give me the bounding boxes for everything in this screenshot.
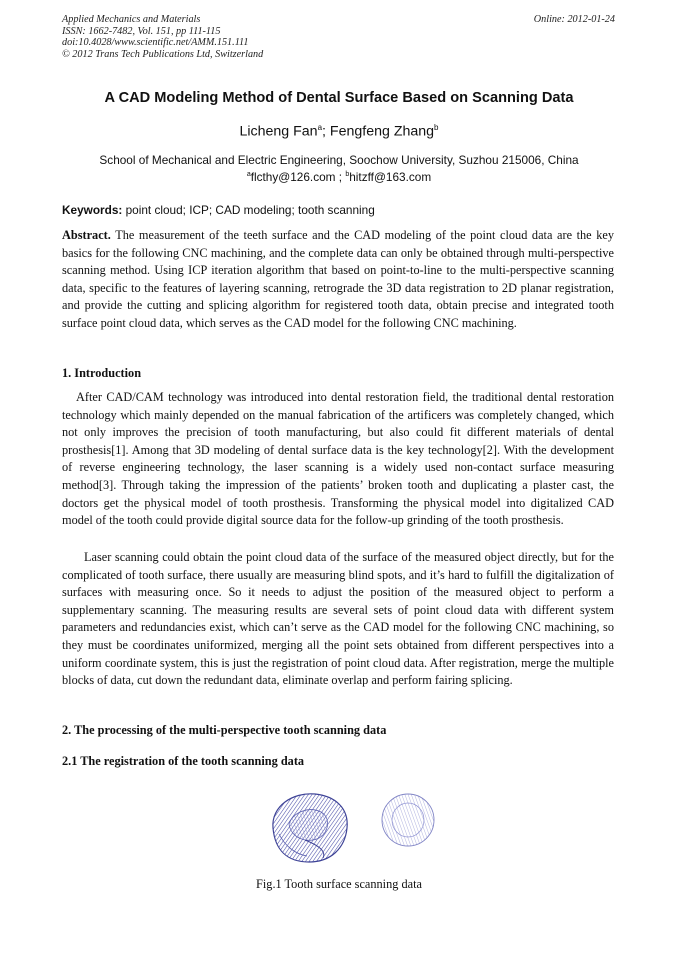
abstract <box>62 227 614 333</box>
authors <box>0 123 678 140</box>
section-2-heading: 2. The processing of the multi-perspective tooth scanning data <box>62 723 387 737</box>
abstract-label: Abstract. <box>62 228 111 242</box>
paper-title: A CAD Modeling Method of Dental Surface Based on Scanning Data <box>104 90 574 106</box>
author-separator: ; <box>322 123 330 140</box>
email-a: flcthy@126.com <box>250 170 336 184</box>
abstract-text: The measurement of the teeth surface and the CAD modeling of the point cloud data are the key basics for the following CNC machining, and the complete data can only be obtained through multi-perspective scanning method. Using ICP iteration algorithm that based on point-to-line to the multi-perspective scanning data, specific to the features of layering scanning, retrograde the 3D data registration to 2D planar registration, and provide the cutting and splicing algorithm for registered tooth data, obtain precise and integrated tooth surface point cloud data, which serves as the CAD model for the following CNC machining. <box>62 228 614 330</box>
keywords-label: Keywords: <box>62 203 123 217</box>
author-2: Fengfeng Zhang <box>329 123 435 140</box>
online-date: Online: 2012-01-24 <box>533 14 615 25</box>
issn-line: ISSN: 1662-7482, Vol. 151, pp 111-115 <box>62 25 221 37</box>
affiliation: School of Mechanical and Electric Engineering, Soochow University, Suzhou 215006, China <box>99 153 579 167</box>
figure-caption: Fig.1 Tooth surface scanning data <box>256 877 422 891</box>
copyright-line: © 2012 Trans Tech Publications Ltd, Switzerland <box>62 48 264 60</box>
tooth-scan-figure <box>265 788 445 866</box>
tooth-scan-right <box>382 794 434 846</box>
keywords-text: point cloud; ICP; CAD modeling; tooth scanning <box>122 203 375 217</box>
email-b: hitzff@163.com <box>349 170 432 184</box>
intro-paragraph-2: Laser scanning could obtain the point cloud data of the surface of the measured object directly, but for the complicated of tooth surface, there usually are measuring blind spots, and it’s hard to fulfill the digitalization of surfaces with measuring once. So it needs to adjust the position of the measured object to perform a supplementary scanning. The measuring results are several sets of point cloud data with different system parameters and redundancies exist, which can’t serve as the CAD model for the following CNC machining, so they must be coordinates uniformized, merging all the point sets obtained from different perspectives into a uniform coordinate system, this is just the registration of point cloud data. After registration, merge the multiple blocks of data, cut down the redundant data, eliminate overlap and perform fairing splicing. <box>62 550 614 688</box>
doi-line: doi:10.4028/www.scientific.net/AMM.151.111 <box>62 37 249 49</box>
email-a-sup: a <box>246 171 251 179</box>
keywords <box>62 203 375 217</box>
email-b-sup: b <box>345 171 350 179</box>
author-1-sup: a <box>317 123 323 132</box>
author-1: Licheng Fan <box>239 123 318 140</box>
email-separator: ; <box>335 170 346 184</box>
emails <box>0 170 678 184</box>
section-1-heading: 1. Introduction <box>62 366 142 380</box>
journal-name: Applied Mechanics and Materials <box>62 14 201 25</box>
section-2-1-heading: 2.1 The registration of the tooth scanning data <box>62 754 305 768</box>
journal-meta <box>62 14 263 60</box>
intro-paragraph-1: After CAD/CAM technology was introduced into dental restoration field, the traditional dental restoration technology which mainly depended on the manual fabrication of the artificers was completely changed, which not only improves the precision of tooth manufacturing, but also could fit different materials of dental prosthesis[1]. Among that 3D modeling of dental surface data is the key technology[2]. With the development of reverse engineering technology, the laser scanning is a widely used non-contact surface measuring method[3]. Through taking the impression of the patients’ broken tooth and duplicating a plaster cast, the doctors get the physical model of tooth prosthesis. Transforming the physical model into digitalized CAD model of the tooth could provide digital source data for the follow-up grinding of the tooth prosthesis. <box>62 390 614 528</box>
tooth-scan-left <box>273 794 347 862</box>
author-2-sup: b <box>434 123 439 132</box>
